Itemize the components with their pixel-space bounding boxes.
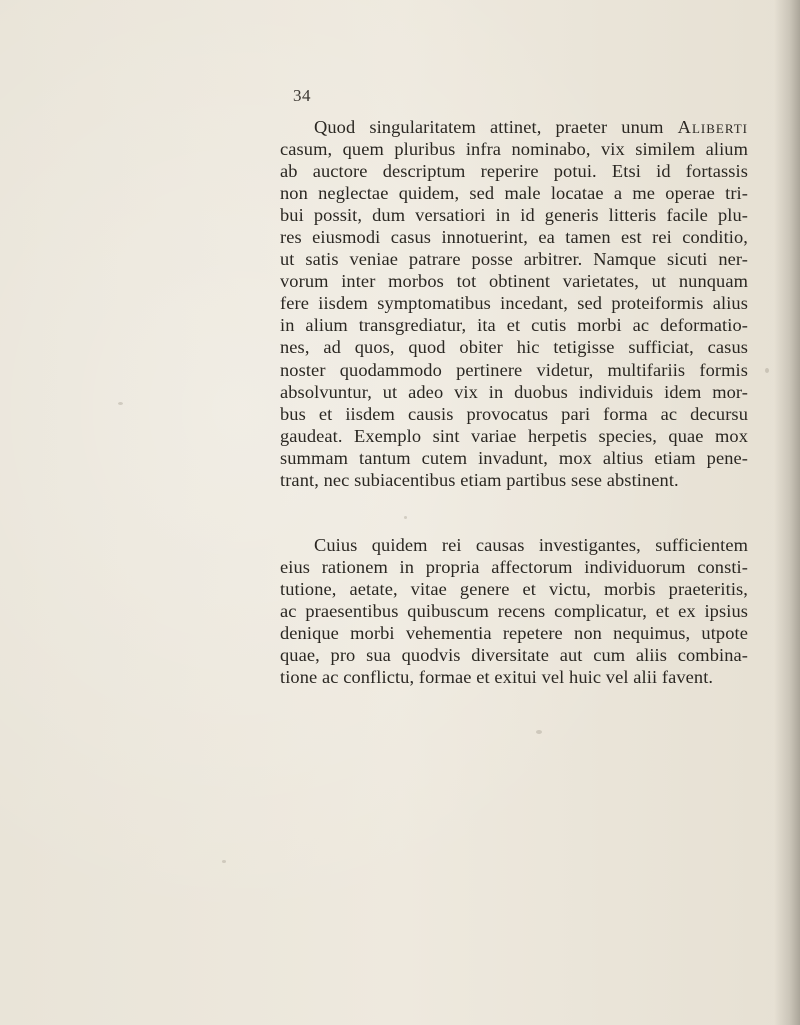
paragraph-1-line: res eiusmodi casus innotuerint, ea tamen est rei conditio, bbox=[280, 227, 748, 248]
paper-speck bbox=[222, 860, 226, 863]
paragraph-1-line: absolvuntur, ut adeo vix in duobus individuis idem mor- bbox=[280, 381, 748, 402]
paragraph-2-line: eius rationem in propria affectorum individuorum consti- bbox=[280, 557, 748, 578]
paragraph-2-line: denique morbi vehementia repetere non nequimus, utpote bbox=[280, 623, 748, 644]
paragraph-2-line-1-text: Cuius quidem rei causas investigantes, sufficientem bbox=[314, 535, 748, 555]
paper-speck bbox=[404, 516, 407, 519]
paragraph-2-line: ac praesentibus quibuscum recens complicatur, et ex ipsius bbox=[280, 601, 748, 622]
page-edge-shadow bbox=[774, 0, 800, 1025]
paper-speck bbox=[118, 402, 123, 405]
first-line-lead: Quod singularitatem attinet, praeter unum bbox=[314, 117, 678, 137]
paragraph-1-line: bui possit, dum versatiori in id generis litteris facile plu- bbox=[280, 205, 748, 226]
paragraph-1-line-1 bbox=[280, 116, 748, 138]
paragraph-2-line: tutione, aetate, vitae genere et victu, morbis praeteritis, bbox=[280, 579, 748, 600]
paragraph-1-line: ab auctore descriptum reperire potui. Etsi id fortassis bbox=[280, 161, 748, 182]
paragraph-1-line: noster quodammodo pertinere videtur, multifariis formis bbox=[280, 359, 748, 380]
paragraph-2-line: quae, pro sua quodvis diversitate aut cum aliis combina- bbox=[280, 645, 748, 666]
paragraph-1-line: non neglectae quidem, sed male locatae a me operae tri- bbox=[280, 183, 748, 204]
paragraph-1-line: ut satis veniae patrare posse arbitrer. Namque sicuti ner- bbox=[280, 249, 748, 270]
paragraph-1-line: casum, quem pluribus infra nominabo, vix similem alium bbox=[280, 139, 748, 160]
paper-speck bbox=[765, 368, 769, 373]
author-name: Aliberti bbox=[677, 117, 748, 137]
page-number: 34 bbox=[293, 86, 311, 105]
paragraph-1-line: nes, ad quos, quod obiter hic tetigisse sufficiat, casus bbox=[280, 337, 748, 358]
paragraph-1-line: bus et iisdem causis provocatus pari forma ac decursu bbox=[280, 403, 748, 424]
paragraph-1-line: fere iisdem symptomatibus incedant, sed proteiformis alius bbox=[280, 293, 748, 314]
paragraph-1 bbox=[280, 116, 748, 491]
paragraph-1-line: in alium transgrediatur, ita et cutis morbi ac deformatio- bbox=[280, 315, 748, 336]
paragraph-2 bbox=[280, 534, 748, 688]
paragraph-1-line: trant, nec subiacentibus etiam partibus sese abstinent. bbox=[280, 469, 679, 490]
paragraph-1-line: vorum inter morbos tot obtinent varietates, ut nunquam bbox=[280, 271, 748, 292]
paragraph-1-line: summam tantum cutem invadunt, mox altius etiam pene- bbox=[280, 447, 748, 468]
paragraph-2-line: tione ac conflictu, formae et exitui vel huic vel alii favent. bbox=[280, 667, 714, 688]
paragraph-2-line-1 bbox=[280, 534, 748, 556]
paragraph-1-line: gaudeat. Exemplo sint variae herpetis species, quae mox bbox=[280, 425, 748, 446]
paper-speck bbox=[536, 730, 542, 734]
